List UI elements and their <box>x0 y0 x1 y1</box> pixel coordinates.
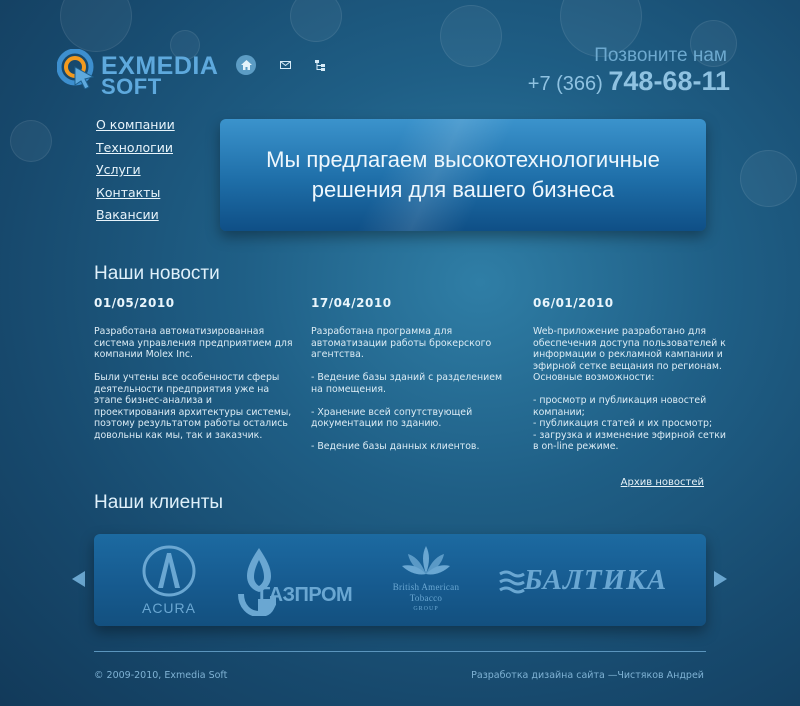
gazprom-text: ГАЗПРОМ <box>259 584 353 606</box>
news-section-title: Наши новости <box>94 263 220 284</box>
news-body: Разработана автоматизированная система управления предприятием для компании Molex Inc. Были учтены все особенности сферы деятельности предприятия уже на этапе бизнес-анализа и проектирования архитектуры системы, поэтому результатом работы остались довольны как мы, так и заказчик. <box>94 326 293 441</box>
phone-number <box>528 66 730 97</box>
main-nav <box>96 117 175 230</box>
nav-item-about[interactable]: О компании <box>96 117 175 132</box>
nav-item-vacancies[interactable]: Вакансии <box>96 207 159 222</box>
bat-leaf-icon <box>400 544 452 578</box>
carousel-next-arrow-icon[interactable] <box>714 571 727 587</box>
bat-text-line2: Tobacco <box>409 593 443 603</box>
logo-text-exmedia: EXMEDIA <box>101 52 219 80</box>
home-icon[interactable] <box>236 55 256 75</box>
baltika-waves-icon <box>498 570 526 594</box>
news-date: 01/05/2010 <box>94 296 175 310</box>
bokeh-decor <box>740 150 797 207</box>
banner-text: Мы предлагаем высокотехнологичные решения для вашего бизнеса <box>266 147 660 202</box>
footer-divider <box>94 651 706 652</box>
logo-text-soft: SOFT <box>101 74 162 99</box>
nav-item-contacts[interactable]: Контакты <box>96 184 161 200</box>
news-item <box>311 296 511 453</box>
news-item <box>533 296 733 453</box>
mail-icon[interactable] <box>276 56 294 74</box>
news-item <box>94 296 294 441</box>
news-body: Разработана программа для автоматизации работы брокерского агентства. - Ведение базы зданий с разделением на помещения. - Хранение всей сопутствующей документации по зданию. - Ведение базы данных клиентов. <box>311 326 503 452</box>
news-body: Web-приложение разработано для обеспечения доступа пользователей к информации о рекламной кампании и эфирной сетке вещания по регионам. Основные возможности: - просмотр и публикация новостей компании; - публикация статей и их просмотр; - загрузка и изменение эфирной сетки в on-line режиме. <box>533 326 727 452</box>
promo-banner <box>220 119 706 231</box>
bokeh-decor <box>60 0 132 52</box>
client-logo-bat[interactable] <box>376 544 476 615</box>
phone-label: Позвоните нам <box>594 45 727 66</box>
bokeh-decor <box>290 0 342 42</box>
phone-digits: 748-68-11 <box>608 66 730 96</box>
acura-emblem-icon <box>141 544 197 598</box>
logo[interactable] <box>57 47 217 99</box>
client-logo-baltika[interactable] <box>498 564 667 597</box>
news-date: 17/04/2010 <box>311 296 392 310</box>
carousel-prev-arrow-icon[interactable] <box>72 571 85 587</box>
news-archive-link[interactable]: Архив новостей <box>620 477 704 488</box>
bokeh-decor <box>10 120 52 162</box>
sitemap-icon[interactable] <box>311 56 329 74</box>
client-logo-gazprom[interactable] <box>237 546 357 618</box>
nav-item-technologies[interactable]: Технологии <box>96 139 173 155</box>
acura-text: ACURA <box>141 600 196 616</box>
nav-item-services[interactable]: Услуги <box>96 162 141 177</box>
bat-text-group: GROUP <box>413 606 439 612</box>
clients-section-title: Наши клиенты <box>94 492 224 513</box>
clients-carousel <box>94 534 706 626</box>
client-logo-acura[interactable] <box>130 544 208 616</box>
phone-code: +7 (366) <box>527 73 609 95</box>
footer-design-credit: Разработка дизайна сайта —Чистяков Андрей <box>471 670 704 681</box>
news-date: 06/01/2010 <box>533 296 614 310</box>
bat-text-line1: British American <box>392 582 460 592</box>
footer-copyright: © 2009-2010, Exmedia Soft <box>94 670 228 681</box>
bokeh-decor <box>440 5 502 67</box>
logo-target-icon <box>57 49 97 89</box>
baltika-text: БАЛТИКА <box>524 564 668 596</box>
